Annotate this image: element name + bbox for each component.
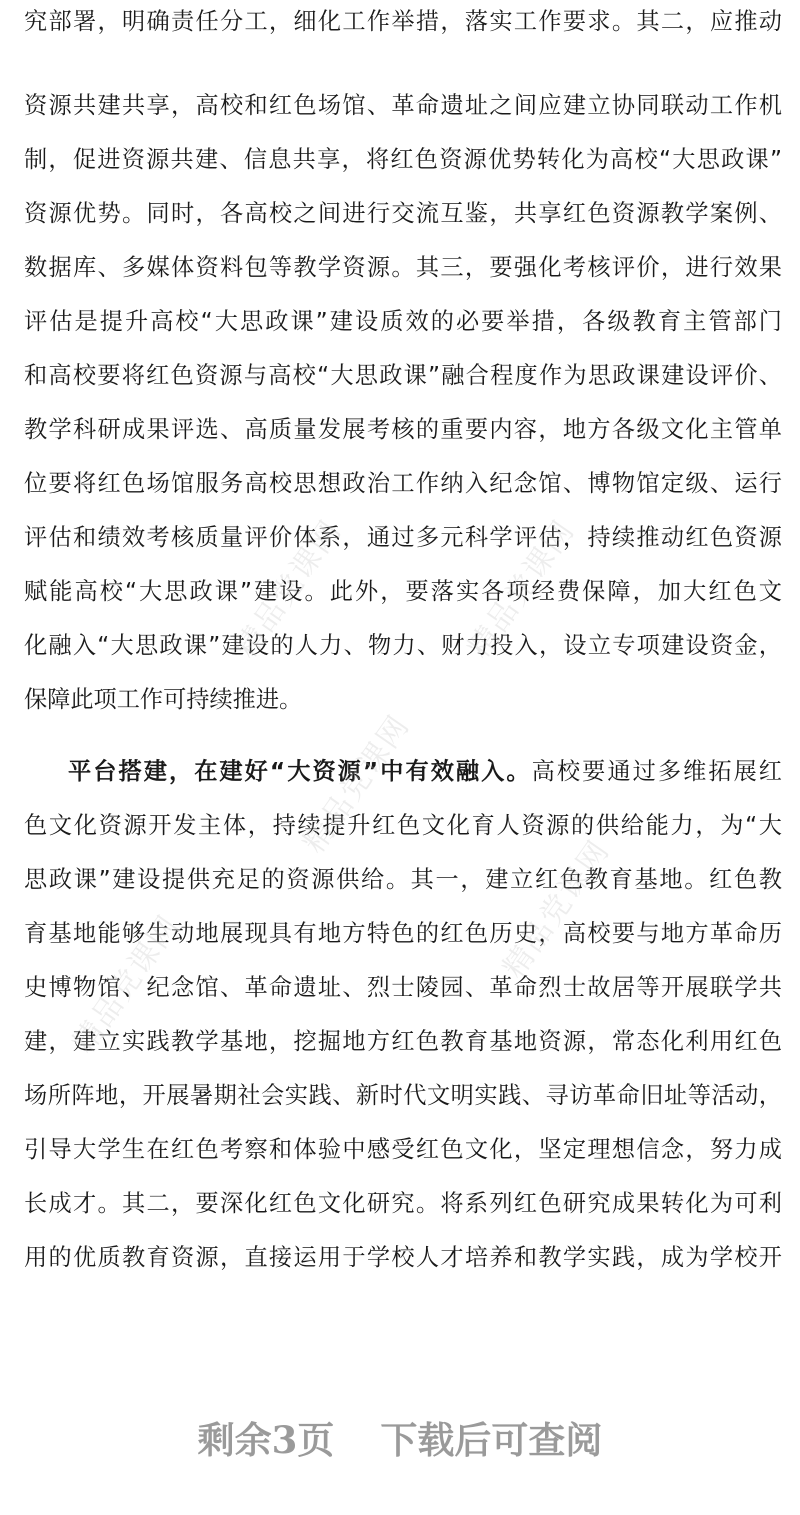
watermark: 精品党课网 <box>228 513 349 665</box>
watermark: 精品党课网 <box>496 833 617 985</box>
remaining-pages-label: 剩余3页 <box>197 1418 335 1462</box>
text-line: 评估是提升高校“大思政课”建设质效的必要举措，各级教育主管部门 <box>24 308 782 335</box>
text-line: 育基地能够生动地展现具有地方特色的红色历史，高校要与地方革命历 <box>24 920 782 947</box>
text-line: 保障此项工作可持续推进。 <box>24 686 303 713</box>
text-line: 场所阵地，开展暑期社会实践、新时代文明实践、寻访革命旧址等活动， <box>24 1082 782 1109</box>
section-heading-line <box>24 758 782 786</box>
text-line: 究部署，明确责任分工，细化工作举措，落实工作要求。其二，应推动 <box>24 8 782 35</box>
text-line: 用的优质教育资源，直接运用于学校人才培养和教学实践，成为学校开 <box>24 1244 782 1271</box>
text-line: 位要将红色场馆服务高校思想政治工作纳入纪念馆、博物馆定级、运行 <box>24 470 782 497</box>
download-hint-label: 下载后可查阅 <box>380 1418 603 1462</box>
text-line: 制，促进资源共建、信息共享，将红色资源优势转化为高校“大思政课” <box>24 146 782 173</box>
text-line: 和高校要将红色资源与高校“大思政课”融合程度作为思政课建设评价、 <box>24 362 782 389</box>
text-line: 资源优势。同时，各高校之间进行交流互鉴，共享红色资源教学案例、 <box>24 200 782 227</box>
text-line: 评估和绩效考核质量评价体系，通过多元科学评估，持续推动红色资源 <box>24 524 782 551</box>
text-line: 建，建立实践教学基地，挖掘地方红色教育基地资源，常态化利用红色 <box>24 1028 782 1055</box>
remaining-pages-banner[interactable] <box>0 1418 800 1462</box>
text-line: 思政课”建设提供充足的资源供给。其一，建立红色教育基地。红色教 <box>24 866 782 893</box>
section-lead: 平台搭建，在建好“大资源”中有效融入。 <box>68 758 532 785</box>
section-lead-rest: 高校要通过多维拓展红 <box>531 758 782 785</box>
text-line: 教学科研成果评选、高质量发展考核的重要内容，地方各级文化主管单 <box>24 416 782 443</box>
text-line: 化融入“大思政课”建设的人力、物力、财力投入，设立专项建设资金， <box>24 632 782 659</box>
text-line: 色文化资源开发主体，持续提升红色文化育人资源的供给能力，为“大 <box>24 812 782 839</box>
text-line: 赋能高校“大思政课”建设。此外，要落实各项经费保障，加大红色文 <box>24 578 782 605</box>
text-line: 长成才。其二，要深化红色文化研究。将系列红色研究成果转化为可利 <box>24 1190 782 1217</box>
text-line: 资源共建共享，高校和红色场馆、革命遗址之间应建立协同联动工作机 <box>24 92 782 119</box>
text-line: 史博物馆、纪念馆、革命遗址、烈士陵园、革命烈士故居等开展联学共 <box>24 974 782 1001</box>
watermark: 精品党课网 <box>461 513 582 665</box>
text-line: 引导大学生在红色考察和体验中感受红色文化，坚定理想信念，努力成 <box>24 1136 782 1163</box>
watermark: 精品党课网 <box>66 908 187 1060</box>
watermark: 精品党课网 <box>296 708 417 860</box>
text-line: 数据库、多媒体资料包等教学资源。其三，要强化考核评价，进行效果 <box>24 254 782 281</box>
